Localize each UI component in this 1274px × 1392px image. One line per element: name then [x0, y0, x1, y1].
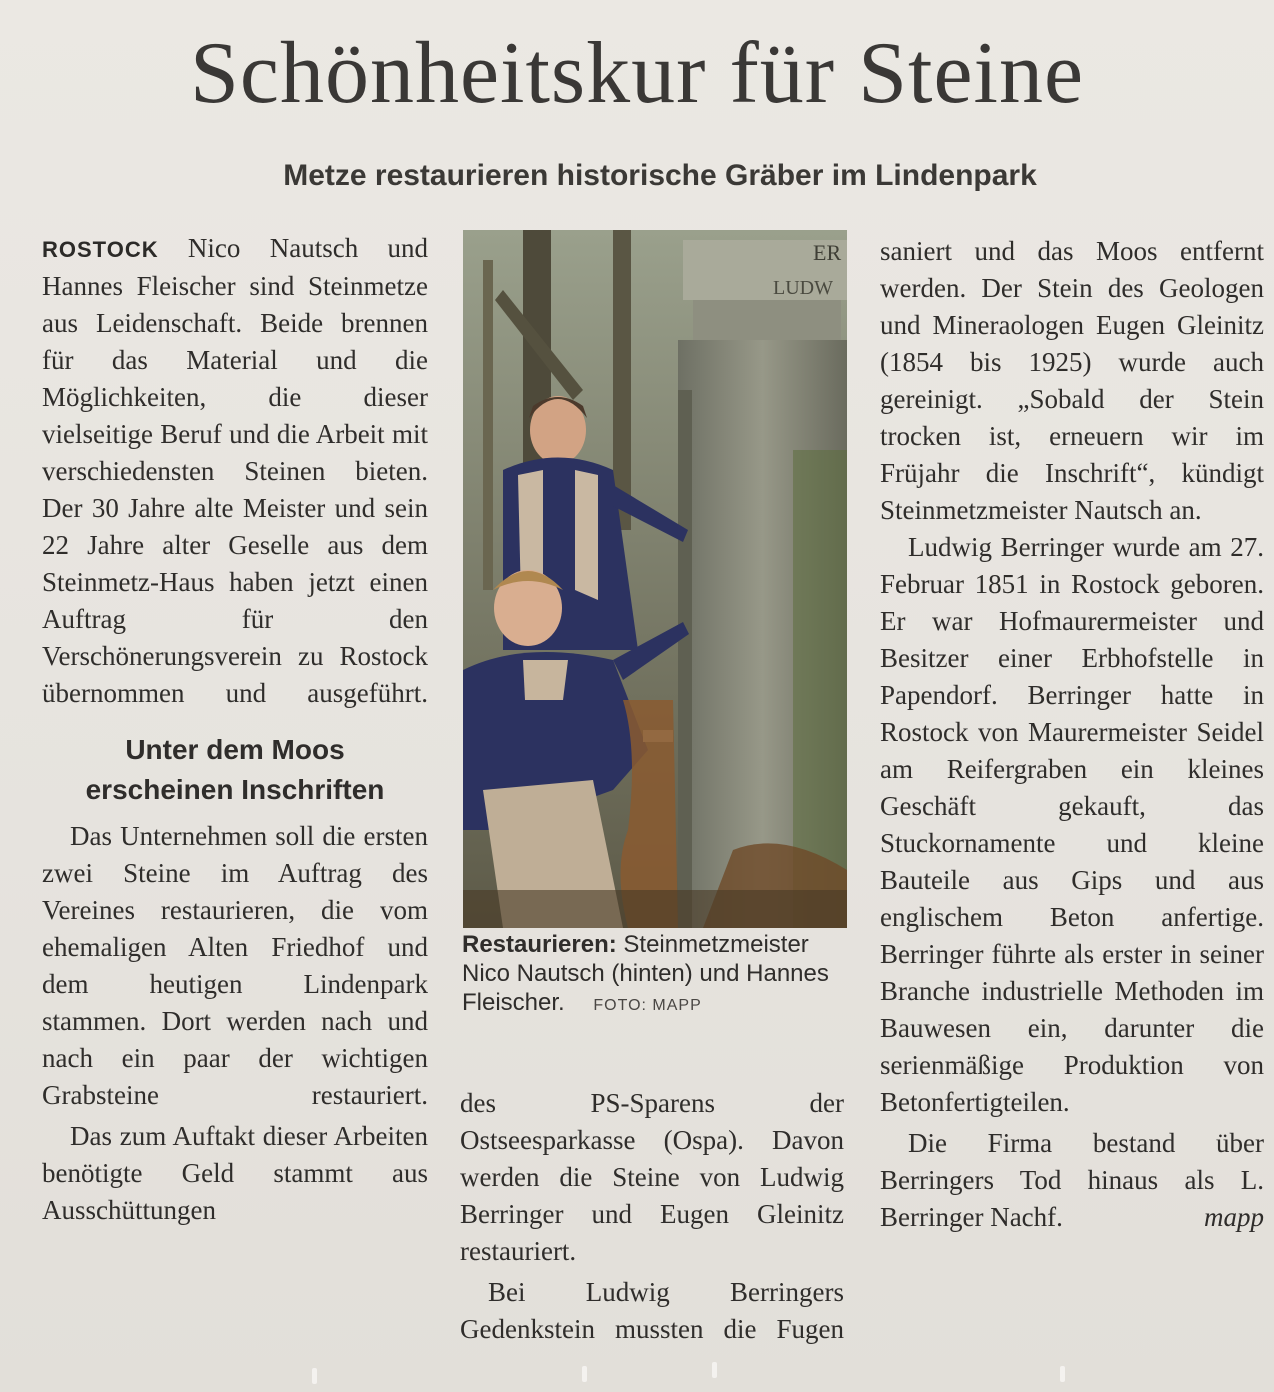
paragraph-3: Das zum Auftakt dieser Arbeiten benötigte Geld stammt aus Ausschüttungen — [42, 1121, 428, 1225]
col2-paragraph-1: des PS-Sparens der Ostseesparkasse (Ospa). Davon werden die Steine von Ludwig Berringer und Eugen Gleinitz restauriert. — [460, 1088, 844, 1266]
scan-speck — [312, 1368, 317, 1384]
col3-paragraph-3 — [880, 1125, 1264, 1236]
article-photo — [463, 230, 847, 928]
col2-paragraph-2: Bei Ludwig Berringers Gedenkstein mussten die Fugen — [460, 1277, 844, 1344]
caption-text: Steinmetzmeister Nico Nautsch (hinten) und Hannes Fleischer. — [462, 931, 829, 1016]
dateline: ROSTOCK — [42, 237, 159, 262]
photo-caption — [462, 930, 848, 1020]
intro-text: Nico Nautsch und Hannes Fleischer sind Steinmetze aus Leidenschaft. Beide brennen für das Material und die Möglichkeiten, die dieser vielseitige Beruf und die Arbeit mit verschiedensten Steinen bieten. Der 30 Jahre alte Meister und sein 22 Jahre alter Geselle aus dem Steinmetz-Haus haben jetzt einen Auftrag für den Verschönerungsverein zu Rostock übernommen und ausgeführt. — [42, 233, 428, 708]
article-column-2 — [460, 1085, 844, 1348]
stone-inscription-2: LUDW — [773, 277, 833, 299]
scan-speck — [582, 1366, 587, 1382]
stone-inscription-1: ER — [813, 240, 842, 265]
headline: Schönheitskur für Steine — [189, 25, 1085, 122]
intro-paragraph — [42, 230, 428, 712]
article-column-1 — [42, 230, 428, 1229]
subhead — [42, 730, 428, 810]
col3-paragraph-2: Ludwig Berringer wurde am 27. Februar 1851 in Rostock geboren. Er war Hofmaurermeister und Besitzer einer Erbhofstelle in Papendorf. Berringer hatte in Rostock von Maurermeister Seidel am Reifergraben ein kleines Geschäft gekauft, das Stuckornamente und kleine Bauteile aus Gips und aus englischem Beton anfertige. Berringer führte als erster in seiner Branche industrielle Methoden im Bauwesen ein, darunter die serienmäßige Produktion von Betonfertigteilen. — [880, 532, 1264, 1117]
scan-speck — [1060, 1366, 1065, 1382]
article-column-3 — [880, 233, 1264, 1236]
subheadline: Metze restaurieren historische Gräber im Lindenpark — [283, 159, 1037, 192]
photo-credit: FOTO: MAPP — [593, 997, 702, 1014]
subhead-line-2: erscheinen Inschriften — [85, 774, 385, 805]
col3-paragraph-1: saniert und das Moos entfernt werden. Der Stein des Geologen und Mineraologen Eugen Gleinitz (1854 bis 1925) wurde auch gereinigt. „Sobald der Stein trocken ist, erneuern wir im Früjahr die Inschrift“, kündigt Steinmetzmeister Nautsch an. — [880, 236, 1264, 525]
author-signoff: mapp — [1204, 1202, 1264, 1232]
caption-lead: Restaurieren: — [462, 931, 617, 958]
paragraph-2: Das Unternehmen soll die ersten zwei Steine im Auftrag des Vereines restaurieren, die vom ehemaligen Alten Friedhof und dem heutigen Lindenpark stammen. Dort werden nach und nach ein paar der wichtigen Grabsteine restauriert. — [42, 821, 428, 1110]
subhead-line-1: Unter dem Moos — [125, 734, 345, 765]
photo-illustration — [463, 230, 847, 928]
scan-speck — [712, 1362, 717, 1378]
col3-paragraph-3-text: Die Firma bestand über Berringers Tod hinaus als L. Berringer Nachf. — [880, 1128, 1264, 1232]
